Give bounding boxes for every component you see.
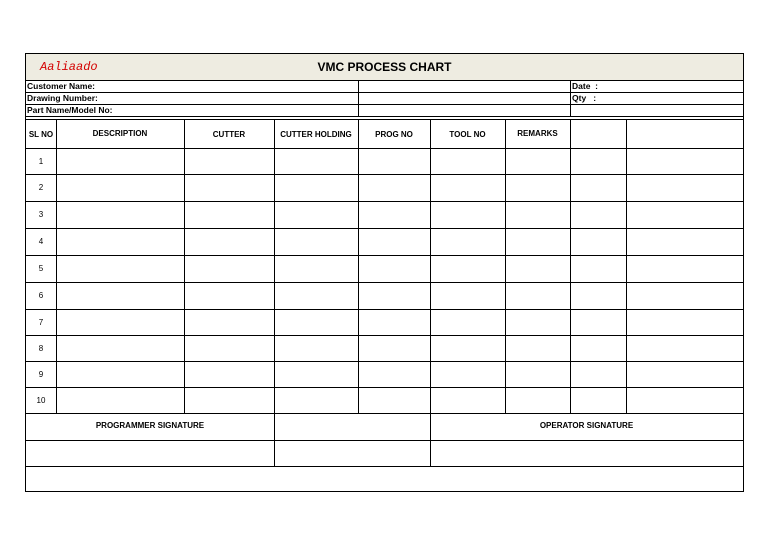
- row-number: 6: [38, 291, 44, 300]
- programmer-signature-label: PROGRAMMER SIGNATURE: [95, 421, 205, 430]
- row-number: 2: [38, 183, 44, 192]
- col-header-prog-no: PROG NO: [375, 130, 413, 139]
- row-number: 5: [38, 264, 44, 273]
- table-row-line: [26, 309, 743, 310]
- part-name-label: Part Name/Model No:: [27, 105, 113, 115]
- col-header-remarks: REMARKS: [517, 129, 558, 138]
- header-divider: [26, 148, 743, 149]
- programmer-signature-field[interactable]: [26, 441, 274, 466]
- row-number: 10: [36, 396, 46, 405]
- table-col-line: [184, 120, 185, 413]
- table-col-line: [56, 120, 57, 413]
- table-row-line: [26, 201, 743, 202]
- info-row-divider: [26, 92, 743, 93]
- table-col-line: [626, 120, 627, 413]
- info-row-divider: [26, 116, 743, 117]
- table-col-line: [570, 120, 571, 413]
- row-number: 1: [38, 157, 44, 166]
- info-row-divider: [26, 104, 743, 105]
- table-row-line: [26, 361, 743, 362]
- table-col-line: [274, 120, 275, 413]
- date-label: Date :: [572, 81, 598, 91]
- table-row-line: [26, 413, 743, 414]
- table-row-line: [26, 255, 743, 256]
- brand-logo-text: Aaliaado: [40, 60, 98, 74]
- page-title: VMC PROCESS CHART: [317, 60, 452, 74]
- customer-name-label: Customer Name:: [27, 81, 96, 91]
- table-row-line: [26, 335, 743, 336]
- col-header-description: DESCRIPTION: [92, 129, 148, 138]
- row-number: 8: [38, 344, 44, 353]
- process-chart-sheet: [25, 53, 744, 492]
- drawing-number-label: Drawing Number:: [27, 93, 98, 103]
- info-col-divider: [570, 80, 571, 116]
- qty-label: Qty :: [572, 93, 597, 103]
- signature-col-line: [274, 413, 275, 466]
- operator-signature-field[interactable]: [431, 441, 743, 466]
- row-number: 9: [38, 370, 44, 379]
- table-col-line: [358, 120, 359, 413]
- table-row-line: [26, 387, 743, 388]
- signature-row-line: [26, 466, 743, 467]
- col-header-sl-no: SL NO: [28, 130, 54, 139]
- info-row-divider: [26, 119, 743, 120]
- table-row-line: [26, 174, 743, 175]
- row-number: 3: [38, 210, 44, 219]
- row-number: 4: [38, 237, 44, 246]
- table-row-line: [26, 228, 743, 229]
- table-row-line: [26, 282, 743, 283]
- col-header-cutter-holding: CUTTER HOLDING: [280, 130, 352, 139]
- col-header-tool-no: TOOL NO: [449, 130, 486, 139]
- col-header-cutter: CUTTER: [212, 130, 246, 139]
- table-col-line: [505, 120, 506, 413]
- operator-signature-label: OPERATOR SIGNATURE: [539, 421, 634, 430]
- info-col-divider: [358, 80, 359, 116]
- title-bar: [26, 54, 743, 81]
- row-number: 7: [38, 318, 44, 327]
- table-col-line: [430, 120, 431, 413]
